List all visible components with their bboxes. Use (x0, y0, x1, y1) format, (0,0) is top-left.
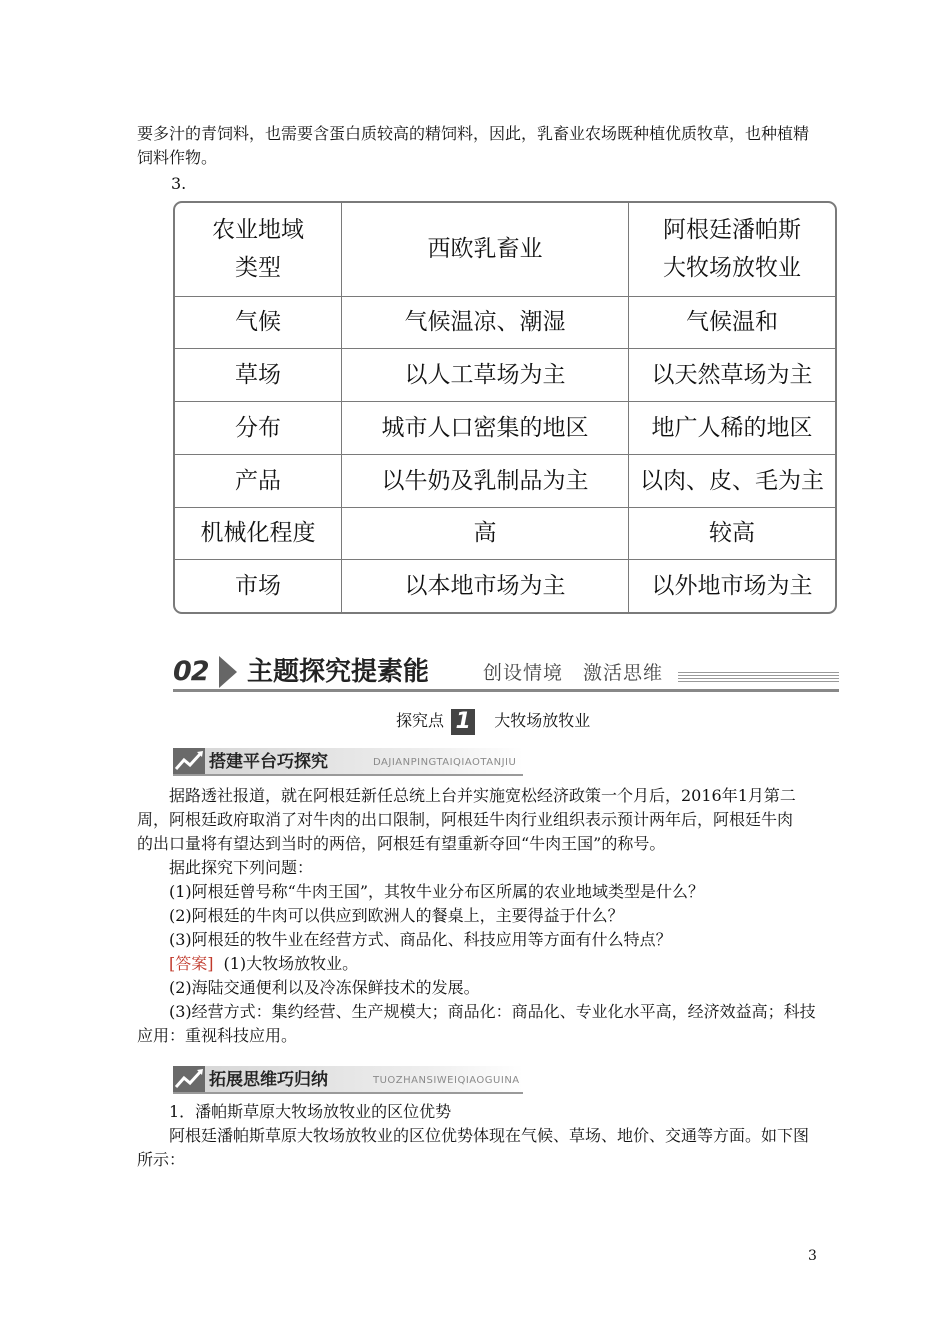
cell-argentina: 以天然草场为主 (629, 349, 836, 402)
explore-number-badge: 1 (451, 709, 475, 735)
cell-argentina: 气候温和 (629, 296, 836, 349)
cell-west-europe: 以本地市场为主 (342, 560, 629, 612)
subheader-pinyin: TUOZHANSIWEIQIAOGUINA (373, 1075, 520, 1086)
question: (1)阿根廷曾号称“牛肉王国”，其牧牛业分布区所属的农业地域类型是什么？ (169, 882, 705, 901)
explore-prefix: 探究点 (396, 711, 445, 730)
table-row (175, 560, 835, 612)
header-cell-argentina: 阿根廷潘帕斯 大牧场放牧业 (629, 203, 836, 296)
subheader-summary (173, 1066, 523, 1094)
subheader-label: 拓展思维巧归纳 (209, 1070, 328, 1090)
cell-west-europe: 以牛奶及乳制品为主 (342, 454, 629, 507)
paragraph-continued (137, 122, 827, 170)
row-label: 草场 (175, 349, 342, 402)
cell-west-europe: 城市人口密集的地区 (342, 402, 629, 455)
trend-chart-icon (173, 748, 205, 774)
row-label: 市场 (175, 560, 342, 612)
explore-title: 大牧场放牧业 (494, 711, 591, 730)
header-cell-west-europe: 西欧乳畜业 (342, 203, 629, 296)
text-line: 阿根廷潘帕斯草原大牧场放牧业的区位优势体现在气候、草场、地价、交通等方面。如下图 (169, 1126, 810, 1145)
text-line: 周，阿根廷政府取消了对牛肉的出口限制，阿根廷牛肉行业组织表示预计两年后，阿根廷牛肉 (137, 810, 794, 829)
header-cell-type: 农业地域 类型 (175, 203, 342, 296)
subheader-pinyin: DAJIANPINGTAIQIAOTANJIU (373, 757, 517, 768)
row-label: 气候 (175, 296, 342, 349)
section-number: 02 (173, 656, 209, 687)
news-paragraph (137, 784, 827, 1048)
summary-heading: 1．潘帕斯草原大牧场放牧业的区位优势 (169, 1102, 452, 1121)
answer-line: (2)海陆交通便利以及冷冻保鲜技术的发展。 (169, 978, 480, 997)
cell-west-europe: 高 (342, 507, 629, 560)
text-line: 的出口量将有望达到当时的两倍，阿根廷有望重新夺回“牛肉王国”的称号。 (137, 834, 666, 853)
banner-rule (173, 689, 839, 692)
question: (2)阿根廷的牛肉可以供应到欧洲人的餐桌上，主要得益于什么？ (169, 906, 624, 925)
text-line: 饲料作物。 (137, 148, 218, 167)
trend-chart-icon (173, 1066, 205, 1092)
table-row (175, 296, 835, 349)
prompt-text: 据此探究下列问题： (169, 858, 314, 877)
table-header-row (175, 203, 835, 296)
text-line: 所示： (137, 1150, 186, 1169)
cell-argentina: 地广人稀的地区 (629, 402, 836, 455)
cell-argentina: 较高 (629, 507, 836, 560)
row-label: 产品 (175, 454, 342, 507)
cell-argentina: 以外地市场为主 (651, 573, 813, 600)
comparison-table (173, 201, 837, 614)
table-row (175, 507, 835, 560)
cell-west-europe: 以人工草场为主 (342, 349, 629, 402)
summary-section (137, 1100, 827, 1172)
section-banner (173, 652, 839, 692)
page-number: 3 (808, 1248, 817, 1264)
answer-tag: [答案] (169, 954, 214, 973)
text-line: 据路透社报道，就在阿根廷新任总统上台并实施宽松经济政策一个月后，2016年1月第二 (169, 786, 796, 805)
subheader-label: 搭建平台巧探究 (209, 752, 328, 772)
text-line: 要多汁的青饲料，也需要含蛋白质较高的精饲料，因此，乳畜业农场既种植优质牧草，也种植精 (137, 124, 810, 143)
table-row (175, 454, 835, 507)
answer-line: 应用：重视科技应用。 (137, 1026, 298, 1045)
decorative-hatch (678, 672, 839, 682)
section-title: 主题探究提素能 (247, 657, 430, 687)
cell-west-europe: 气候温凉、潮湿 (342, 296, 629, 349)
subheader-platform (173, 748, 523, 776)
answer-text: (1)大牧场放牧业。 (223, 954, 359, 973)
cell-argentina: 以肉、皮、毛为主 (629, 454, 836, 507)
row-label: 分布 (175, 402, 342, 455)
question: (3)阿根廷的牧牛业在经营方式、商品化、科技应用等方面有什么特点？ (169, 930, 672, 949)
section-subtitle: 创设情境 激活思维 (483, 662, 664, 684)
triangle-icon (219, 656, 237, 688)
table-row (175, 349, 835, 402)
answer-line: (3)经营方式：集约经营、生产规模大；商品化：商品化、专业化水平高，经济效益高；科技 (169, 1002, 816, 1021)
table-row (175, 402, 835, 455)
item-number: 3. (171, 174, 187, 193)
explore-point-heading (396, 706, 636, 736)
answer-line (137, 952, 827, 976)
row-label: 机械化程度 (175, 507, 342, 560)
